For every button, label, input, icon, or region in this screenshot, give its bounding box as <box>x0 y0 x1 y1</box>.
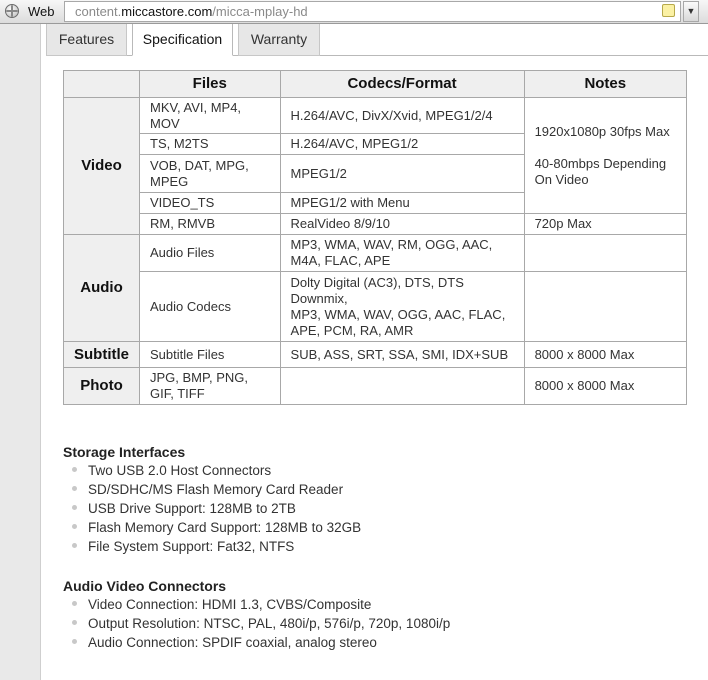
cell-files: VOB, DAT, MPG, MPEG <box>140 155 281 193</box>
header-codecs: Codecs/Format <box>280 71 524 98</box>
cell-files: Audio Files <box>140 235 281 272</box>
table-row <box>64 98 687 134</box>
url-prefix: content. <box>75 4 122 19</box>
cell-codecs: H.264/AVC, MPEG1/2 <box>280 134 524 155</box>
globe-icon <box>5 4 19 18</box>
cell-files: MKV, AVI, MP4, MOV <box>140 98 281 134</box>
cell-files: RM, RMVB <box>140 214 281 235</box>
product-tabs <box>46 24 708 56</box>
av-connectors-heading: Audio Video Connectors <box>63 578 227 594</box>
storage-interfaces-heading: Storage Interfaces <box>63 444 186 460</box>
cell-codecs: H.264/AVC, DivX/Xvid, MPEG1/2/4 <box>280 98 524 134</box>
av-connectors-list <box>69 595 450 652</box>
cell-files: JPG, BMP, PNG, GIF, TIFF <box>140 368 281 405</box>
list-item: USB Drive Support: 128MB to 2TB <box>69 499 361 518</box>
cell-codecs <box>280 368 524 405</box>
address-dropdown-button[interactable]: ▼ <box>683 1 699 22</box>
cell-codecs: MP3, WMA, WAV, RM, OGG, AAC, M4A, FLAC, APE <box>280 235 524 272</box>
cell-notes: 720p Max <box>524 214 686 235</box>
url-text[interactable] <box>75 4 308 19</box>
url-path: /micca-mplay-hd <box>212 4 308 19</box>
codecs-line: Dolty Digital (AC3), DTS, DTS Downmix, <box>290 274 464 306</box>
header-corner <box>64 71 140 98</box>
table-header-row <box>64 71 687 98</box>
cell-codecs <box>280 272 524 342</box>
tab-features[interactable]: Features <box>46 24 127 56</box>
table-row <box>64 272 687 342</box>
table-row <box>64 368 687 405</box>
site-identity-label[interactable]: Web <box>28 4 55 19</box>
url-domain: miccastore.com <box>121 4 213 19</box>
table-row <box>64 235 687 272</box>
page-note-icon[interactable] <box>662 4 675 17</box>
cell-notes: 8000 x 8000 Max <box>524 368 686 405</box>
cell-notes-video <box>524 98 686 214</box>
cell-codecs: SUB, ASS, SRT, SSA, SMI, IDX+SUB <box>280 342 524 368</box>
list-item: Flash Memory Card Support: 128MB to 32GB <box>69 518 361 537</box>
page-content <box>40 24 708 680</box>
tab-specification[interactable]: Specification <box>132 24 233 56</box>
browser-toolbar <box>0 0 708 24</box>
table-row <box>64 214 687 235</box>
category-audio: Audio <box>64 235 140 342</box>
cell-notes <box>524 272 686 342</box>
cell-codecs: MPEG1/2 <box>280 155 524 193</box>
list-item: File System Support: Fat32, NTFS <box>69 537 361 556</box>
list-item: Two USB 2.0 Host Connectors <box>69 461 361 480</box>
list-item: Video Connection: HDMI 1.3, CVBS/Composite <box>69 595 450 614</box>
category-photo: Photo <box>64 368 140 405</box>
storage-interfaces-list <box>69 461 361 556</box>
cell-codecs: RealVideo 8/9/10 <box>280 214 524 235</box>
table-row <box>64 342 687 368</box>
specification-table <box>63 70 687 405</box>
cell-files: TS, M2TS <box>140 134 281 155</box>
cell-notes <box>524 235 686 272</box>
list-item: Audio Connection: SPDIF coaxial, analog stereo <box>69 633 450 652</box>
cell-files: Subtitle Files <box>140 342 281 368</box>
cell-codecs: MPEG1/2 with Menu <box>280 193 524 214</box>
category-video: Video <box>64 98 140 235</box>
note-resolution: 1920x1080p 30fps Max <box>534 123 670 139</box>
codecs-line: MP3, WMA, WAV, OGG, AAC, FLAC, APE, PCM, RA, AMR <box>290 306 506 338</box>
address-bar[interactable] <box>64 1 681 22</box>
list-item: SD/SDHC/MS Flash Memory Card Reader <box>69 480 361 499</box>
header-files: Files <box>140 71 281 98</box>
cell-notes: 8000 x 8000 Max <box>524 342 686 368</box>
list-item: Output Resolution: NTSC, PAL, 480i/p, 576i/p, 720p, 1080i/p <box>69 614 450 633</box>
cell-files: Audio Codecs <box>140 272 281 342</box>
cell-files: VIDEO_TS <box>140 193 281 214</box>
header-notes: Notes <box>524 71 686 98</box>
category-subtitle: Subtitle <box>64 342 140 368</box>
tab-warranty[interactable]: Warranty <box>238 24 320 56</box>
note-bitrate: 40-80mbps Depending On Video <box>534 155 667 187</box>
